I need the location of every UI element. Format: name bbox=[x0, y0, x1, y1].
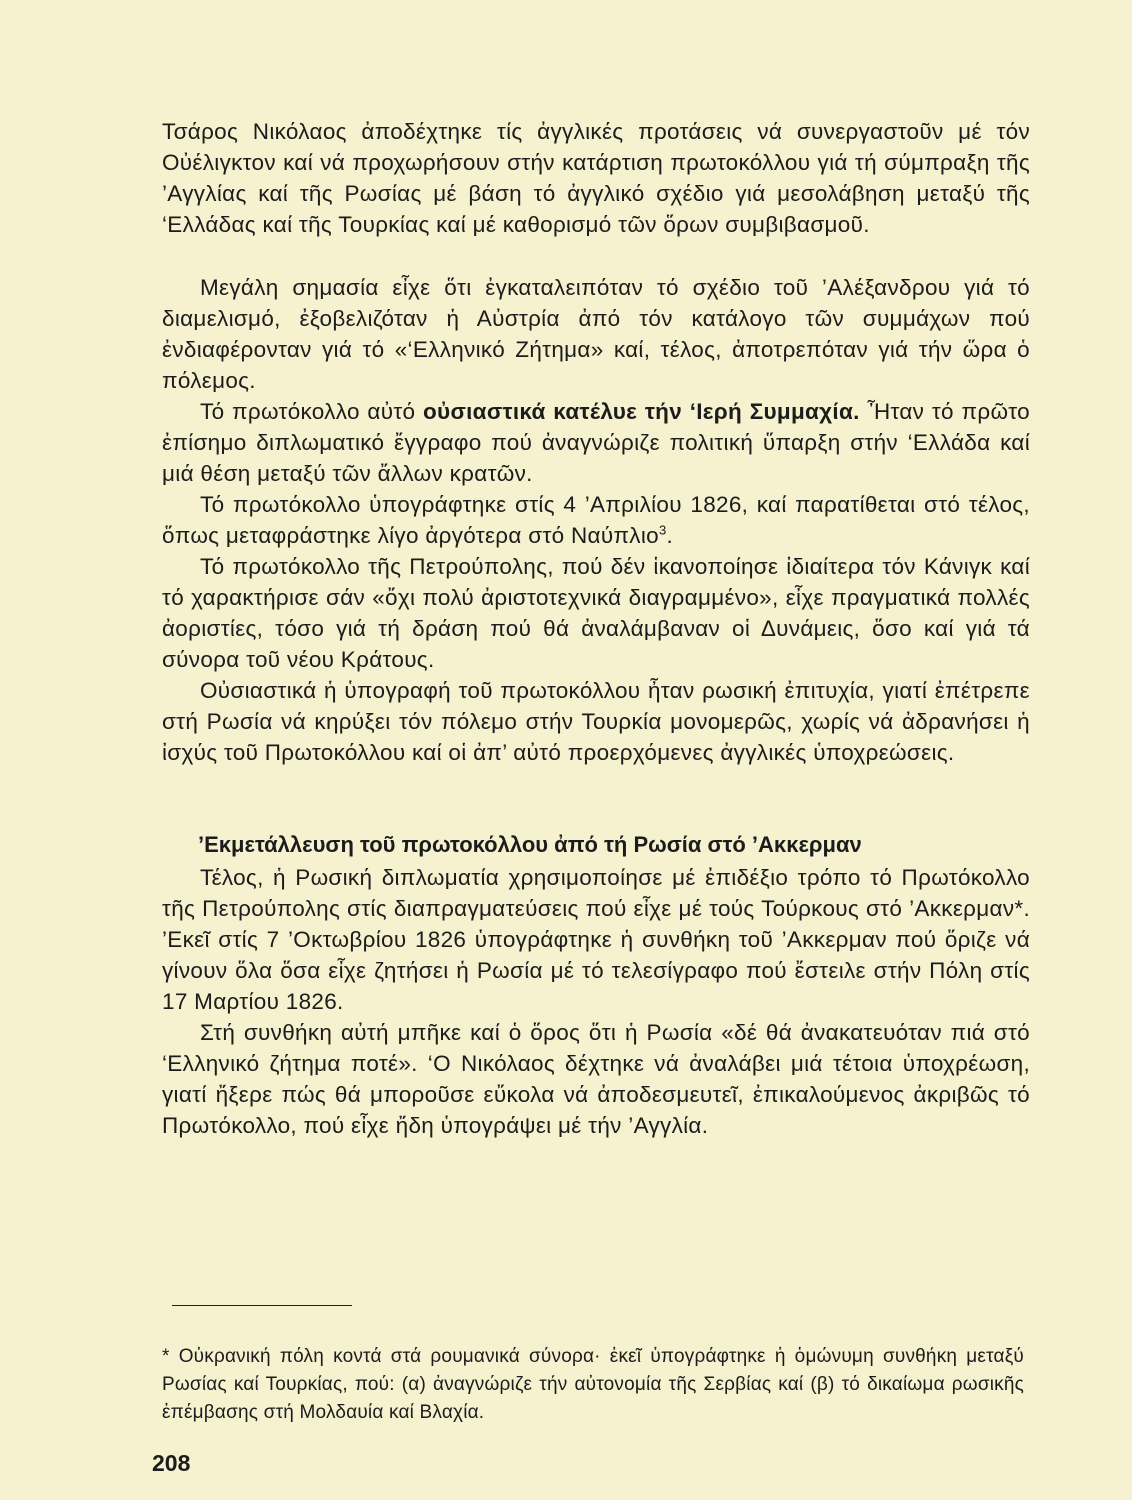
paragraph-7: Τέλος, ἡ Ρωσική διπλωματία χρησιμοποίησε μέ ἐπιδέξιο τρόπο τό Πρωτόκολλο τῆς Πετρούπολης στίς διαπραγματεύσεις πού εἶχε μέ τούς Τούρκους στό ’Ακκερμαν*. ’Εκεῖ στίς 7 ’Οκτωβρίου 1826 ὑπογράφτηκε ἡ συνθήκη τοῦ ’Ακκερμαν πού ὅριζε νά γίνουν ὅλα ὅσα εἶχε ζητήσει ἡ Ρωσία μέ τό τελεσίγραφο πού ἔστειλε στήν Πόλη στίς 17 Μαρτίου 1826. bbox=[162, 865, 1030, 1014]
paragraph-1: Τσάρος Νικόλαος ἀποδέχτηκε τίς ἀγγλικές προτάσεις νά συνεργαστοῦν μέ τόν Οὐέλιγκτον καί νά προχωρήσουν στήν κατάρτιση πρωτοκόλλου γιά τή σύμπραξη τῆς ’Αγγλίας καί τῆς Ρωσίας μέ βάση τό ἀγγλικό σχέδιο γιά μεσολάβηση μεταξύ τῆς ‘Ελλάδας καί τῆς Τουρκίας καί μέ καθορισμό τῶν ὅρων συμβιβασμοῦ. bbox=[162, 119, 1030, 237]
paragraph-4 bbox=[162, 489, 1030, 551]
paragraph-3-start: Τό πρωτόκολλο αὐτό bbox=[200, 399, 423, 424]
paragraph-8: Στή συνθήκη αὐτή μπῆκε καί ὁ ὅρος ὅτι ἡ Ρωσία «δέ θά ἀνακατευόταν πιά στό ‘Ελληνικό ζήτημα ποτέ». ‘Ο Νικόλαος δέχτηκε νά ἀναλάβει μιά τέτοια ὑποχρέωση, γιατί ἤξερε πώς θά μποροῦσε εὔκολα νά ἀποδεσμευτεῖ, ἐπικαλούμενος ἀκριβῶς τό Πρωτόκολλο, πού εἶχε ἤδη ὑπογράψει μέ τήν ’Αγγλία. bbox=[162, 1020, 1030, 1138]
footnote-ref-3: 3 bbox=[658, 522, 667, 538]
footnote-divider bbox=[172, 1305, 352, 1306]
paragraph-2: Μεγάλη σημασία εἶχε ὅτι ἐγκαταλειπόταν τό σχέδιο τοῦ ’Αλέξανδρου γιά τό διαμελισμό, ἐξοβελιζόταν ἡ Αὐστρία ἀπό τόν κατάλογο τῶν συμμάχων πού ἐνδιαφέρονταν γιά τό «‘Ελληνικό Ζήτημα» καί, τέλος, ἀποτρεπόταν γιά τήν ὥρα ὁ πόλεμος. bbox=[162, 275, 1030, 393]
paragraph-3 bbox=[162, 396, 1030, 489]
paragraph-5: Τό πρωτόκολλο τῆς Πετρούπολης, πού δέν ἱκανοποίησε ἰδιαίτερα τόν Κάνιγκ καί τό χαρακτήρισε σάν «ὄχι πολύ ἀριστοτεχνικά διαγραμμένο», εἶχε πραγματικά πολλές ἀοριστίες, τόσο γιά τή δράση πού θά ἀναλάμβαναν οἱ Δυνάμεις, ὅσο καί γιά τά σύνορα τοῦ νέου Κράτους. bbox=[162, 554, 1030, 672]
paragraph-4-end: . bbox=[666, 523, 674, 548]
paragraph-6: Οὐσιαστικά ἡ ὑπογραφή τοῦ πρωτοκόλλου ἦταν ρωσική ἐπιτυχία, γιατί ἐπέτρεπε στή Ρωσία νά κηρύξει τόν πόλεμο στήν Τουρκία μονομερῶς, χωρίς νά ἀδρανήσει ἡ ἰσχύς τοῦ Πρωτοκόλλου καί οἱ ἀπ’ αὐτό προερχόμενες ἀγγλικές ὑποχρεώσεις. bbox=[162, 678, 1030, 765]
paragraph-3-end: Ἦταν τό πρῶτο ἐπίσημο διπλωματικό ἔγγραφο πού ἀναγνώριζε πολιτική ὕπαρξη στήν ‘Ελλάδα καί μιά θέση μεταξύ τῶν ἄλλων κρατῶν. bbox=[162, 399, 1030, 486]
paragraph-3-bold: οὐσιαστικά κατέλυε τήν ‘Ιερή Συμμαχία. bbox=[423, 399, 860, 424]
paragraph-4-text: Τό πρωτόκολλο ὑπογράφτηκε στίς 4 ’Απριλίου 1826, καί παρατίθεται στό τέλος, ὅπως μεταφράστηκε λίγο ἀργότερα στό Ναύπλιο bbox=[162, 492, 1030, 548]
footnote: * Οὐκρανική πόλη κοντά στά ρουμανικά σύνορα· ἐκεῖ ὑπογράφτηκε ἡ ὁμώνυμη συνθήκη μεταξύ Ρωσίας καί Τουρκίας, πού: (α) ἀναγνώριζε τήν αὐτονομία τῆς Σερβίας καί (β) τό δικαίωμα ρωσικῆς ἐπέμβασης στή Μολδαυία καί Βλαχία. bbox=[162, 1346, 1024, 1423]
page-number: 208 bbox=[152, 1450, 191, 1476]
section-heading: ’Εκμετάλλευση τοῦ πρωτοκόλλου ἀπό τή Ρωσία στό ’Ακκερμαν bbox=[198, 832, 862, 857]
